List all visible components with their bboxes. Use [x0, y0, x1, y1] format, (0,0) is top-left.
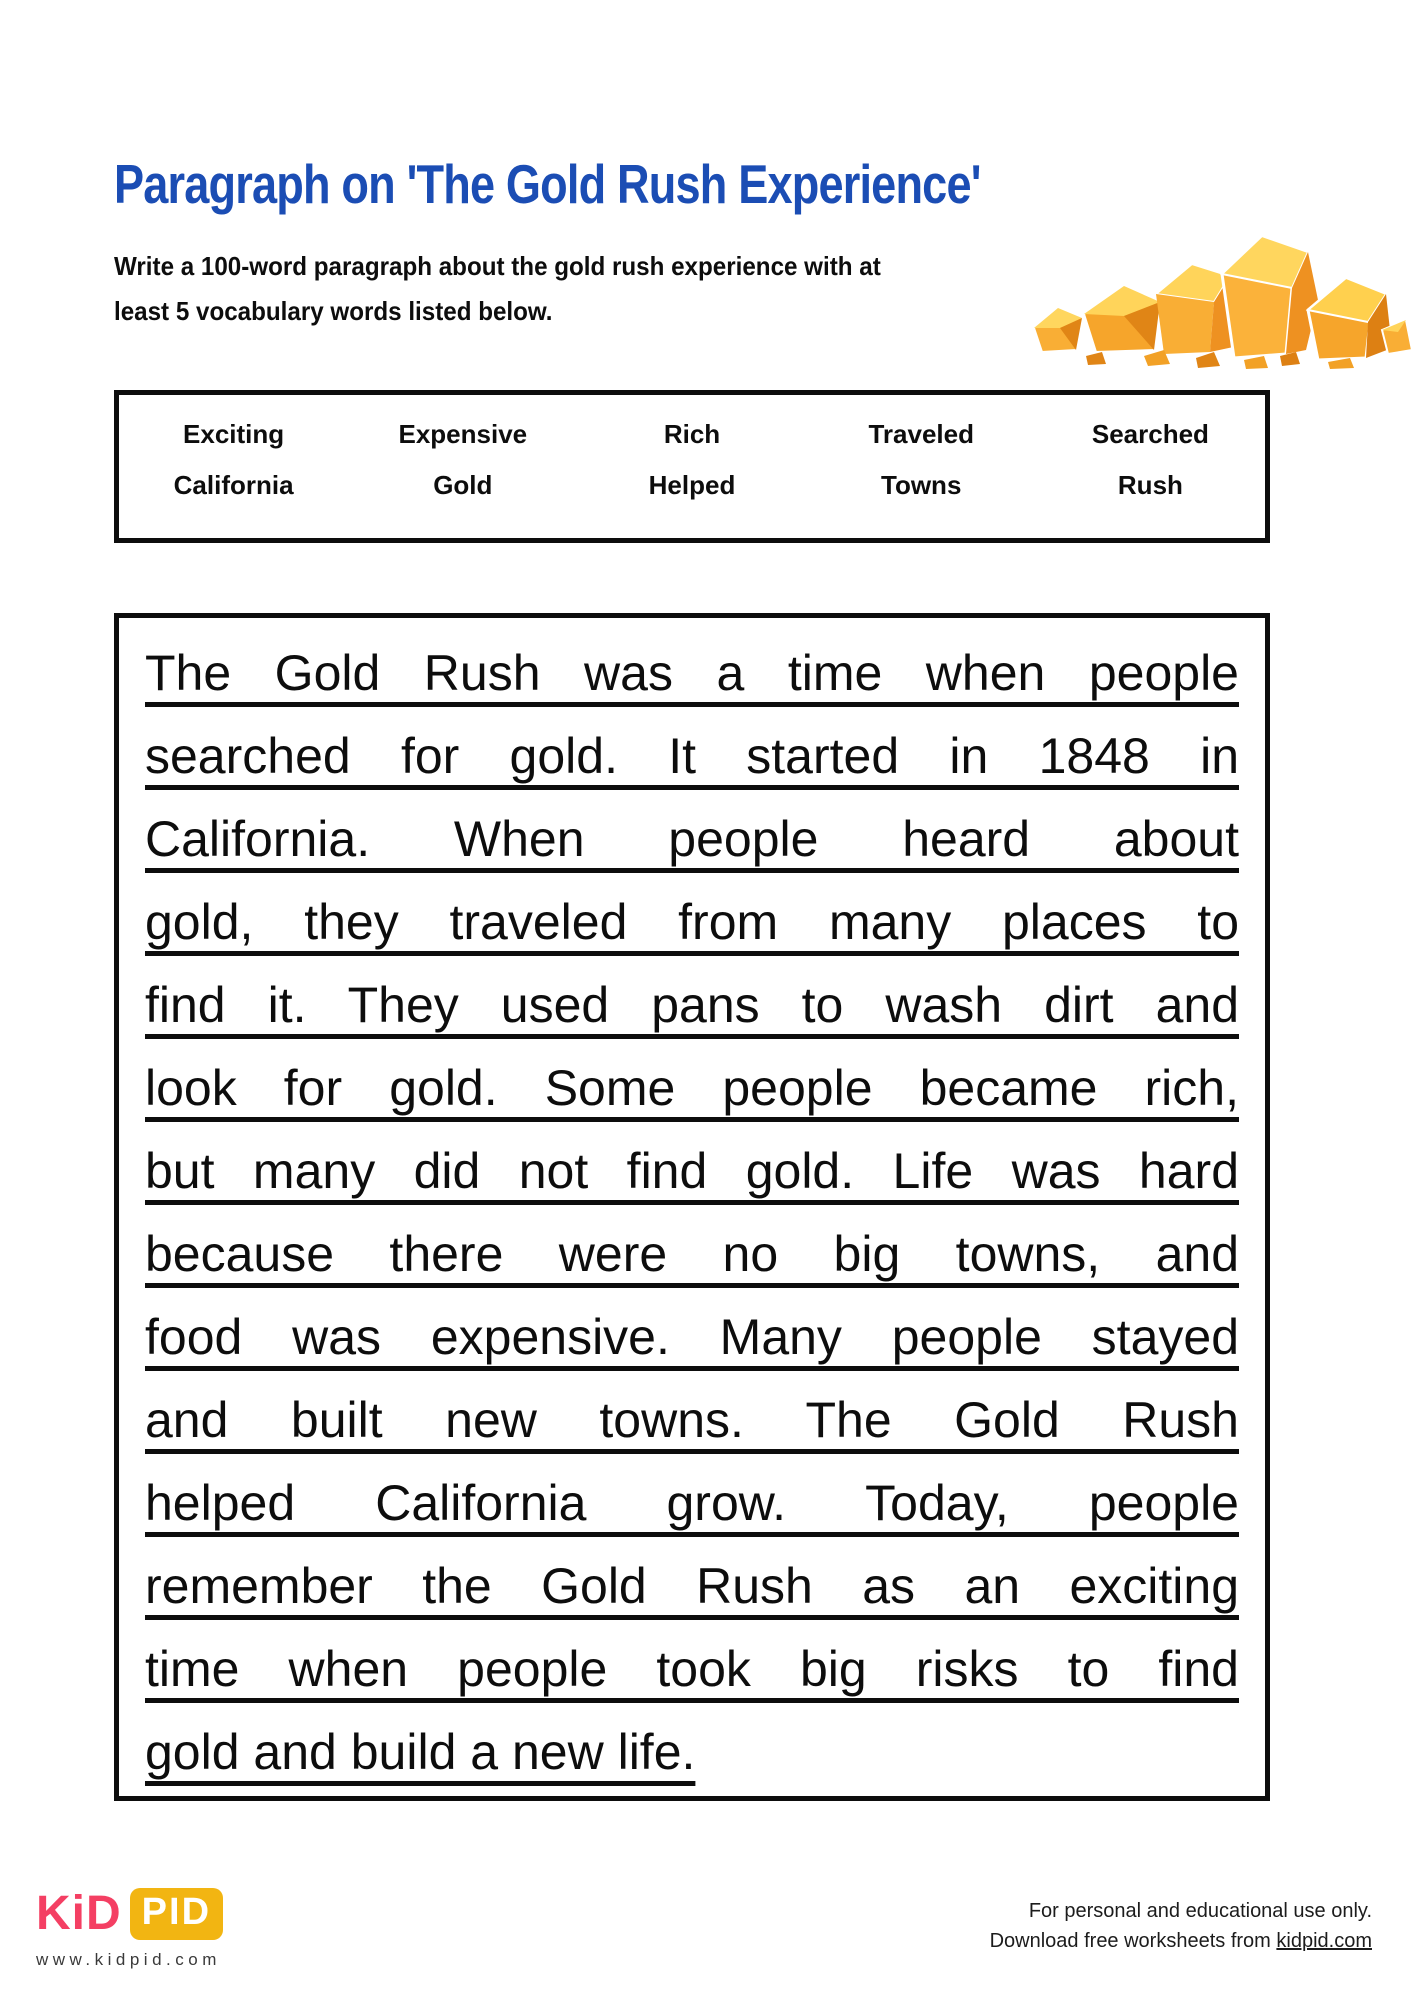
- paragraph-line: The Gold Rush was a time when people: [145, 645, 1239, 701]
- paragraph-line: food was expensive. Many people stayed: [145, 1309, 1239, 1365]
- usage-notice: [990, 1896, 1372, 1956]
- paragraph-line: California. When people heard about: [145, 811, 1239, 867]
- vocabulary-word: Rich: [663, 419, 721, 449]
- paragraph-line: remember the Gold Rush as an exciting: [145, 1558, 1239, 1614]
- vocabulary-word: Rush: [1117, 470, 1183, 500]
- page-title: Paragraph on 'The Gold Rush Experience': [114, 153, 981, 215]
- vocabulary-word: Gold: [433, 470, 493, 500]
- usage-notice-line-2-text: Download free worksheets from: [989, 1930, 1277, 1952]
- instructions-line-1: Write a 100-word paragraph about the gold rush experience with at: [114, 251, 881, 281]
- vocabulary-word: Searched: [1091, 419, 1209, 449]
- instructions: [114, 244, 881, 334]
- vocabulary-word: California: [173, 470, 294, 500]
- paragraph-line: look for gold. Some people became rich,: [145, 1060, 1239, 1116]
- paragraph-line: find it. They used pans to wash dirt and: [145, 977, 1239, 1033]
- vocabulary-row: [119, 470, 1265, 500]
- kidpid-com-link[interactable]: kidpid.com: [1276, 1930, 1372, 1952]
- vocabulary-word: Traveled: [868, 419, 974, 449]
- vocabulary-word: Towns: [881, 470, 962, 500]
- vocabulary-word: Expensive: [398, 419, 528, 449]
- paragraph-line: gold, they traveled from many places to: [145, 894, 1239, 950]
- paragraph-line: searched for gold. It started in 1848 in: [145, 728, 1239, 784]
- paragraph-answer-area: [114, 613, 1270, 1801]
- usage-notice-line-1: For personal and educational use only.: [1028, 1900, 1372, 1922]
- paragraph-line: time when people took big risks to find: [145, 1641, 1239, 1697]
- kidpid-logo-row: [36, 1886, 223, 1941]
- paragraph-line: helped California grow. Today, people: [145, 1475, 1239, 1531]
- vocabulary-box: [114, 390, 1270, 543]
- logo-website-url: www.kidpid.com: [36, 1950, 221, 1969]
- vocabulary-word: Exciting: [183, 419, 285, 449]
- kidpid-logo: [36, 1886, 223, 1970]
- paragraph-line: because there were no big towns, and: [145, 1226, 1239, 1282]
- logo-kid-text: KiD: [36, 1887, 122, 1940]
- vocabulary-word: Helped: [648, 470, 736, 500]
- gold-nuggets-icon: [1028, 230, 1414, 370]
- paragraph-line: gold and build a new life.: [145, 1724, 696, 1780]
- paragraph-line: but many did not find gold. Life was hard: [145, 1143, 1239, 1199]
- instructions-line-2: least 5 vocabulary words listed below.: [114, 296, 553, 326]
- logo-pid-badge: PID: [130, 1888, 223, 1940]
- usage-notice-line-2: [990, 1926, 1372, 1956]
- vocabulary-row: [119, 419, 1265, 449]
- paragraph-line: and built new towns. The Gold Rush: [145, 1392, 1239, 1448]
